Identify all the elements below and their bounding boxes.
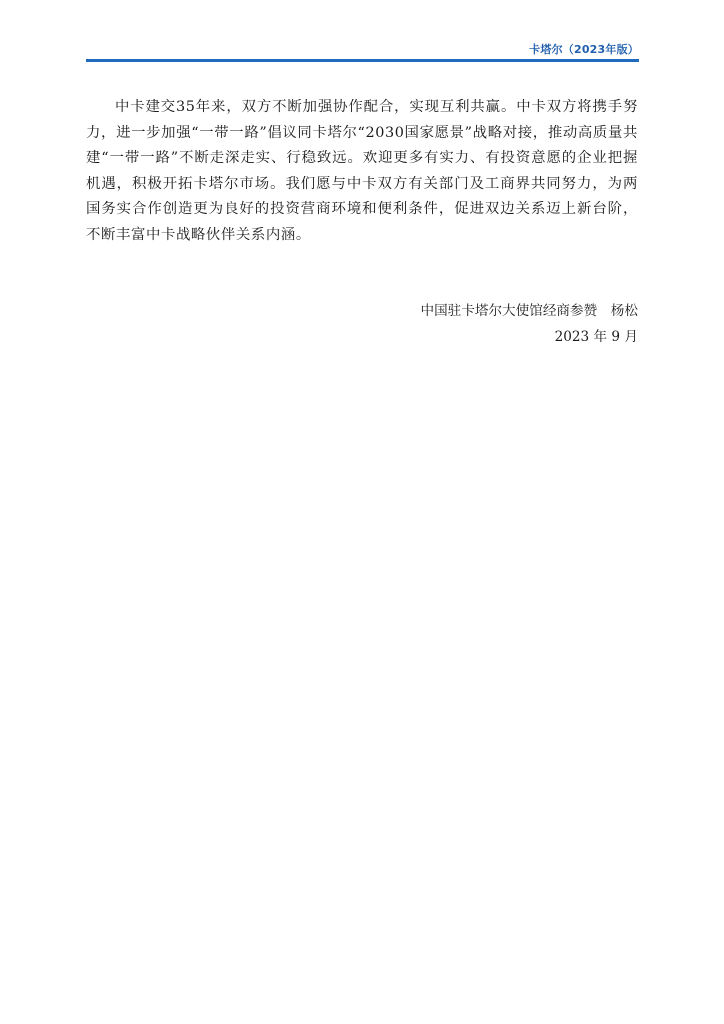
- running-header-title: 卡塔尔（2023年版）: [529, 43, 639, 56]
- body-paragraph: 中卡建交35年来，双方不断加强协作配合，实现互利共赢。中卡双方将携手努力，进一步加强“一带一路”倡议同卡塔尔“2030国家愿景”战略对接，推动高质量共建“一带一路”不断走深走实、行稳致远。欢迎更多有实力、有投资意愿的企业把握机遇，积极开拓卡塔尔市场。我们愿与中卡双方有关部门及工商界共同努力，为两国务实合作创造更为良好的投资营商环境和便利条件，促进双边关系迈上新台阶，不断丰富中卡战略伙伴关系内涵。: [86, 99, 638, 243]
- signature-block: [238, 299, 638, 350]
- signature-author: 中国驻卡塔尔大使馆经商参赞 杨松: [420, 303, 638, 319]
- signature-date: 2023 年 9 月: [554, 328, 638, 345]
- page-header: [86, 40, 639, 60]
- header-rule: [86, 59, 639, 62]
